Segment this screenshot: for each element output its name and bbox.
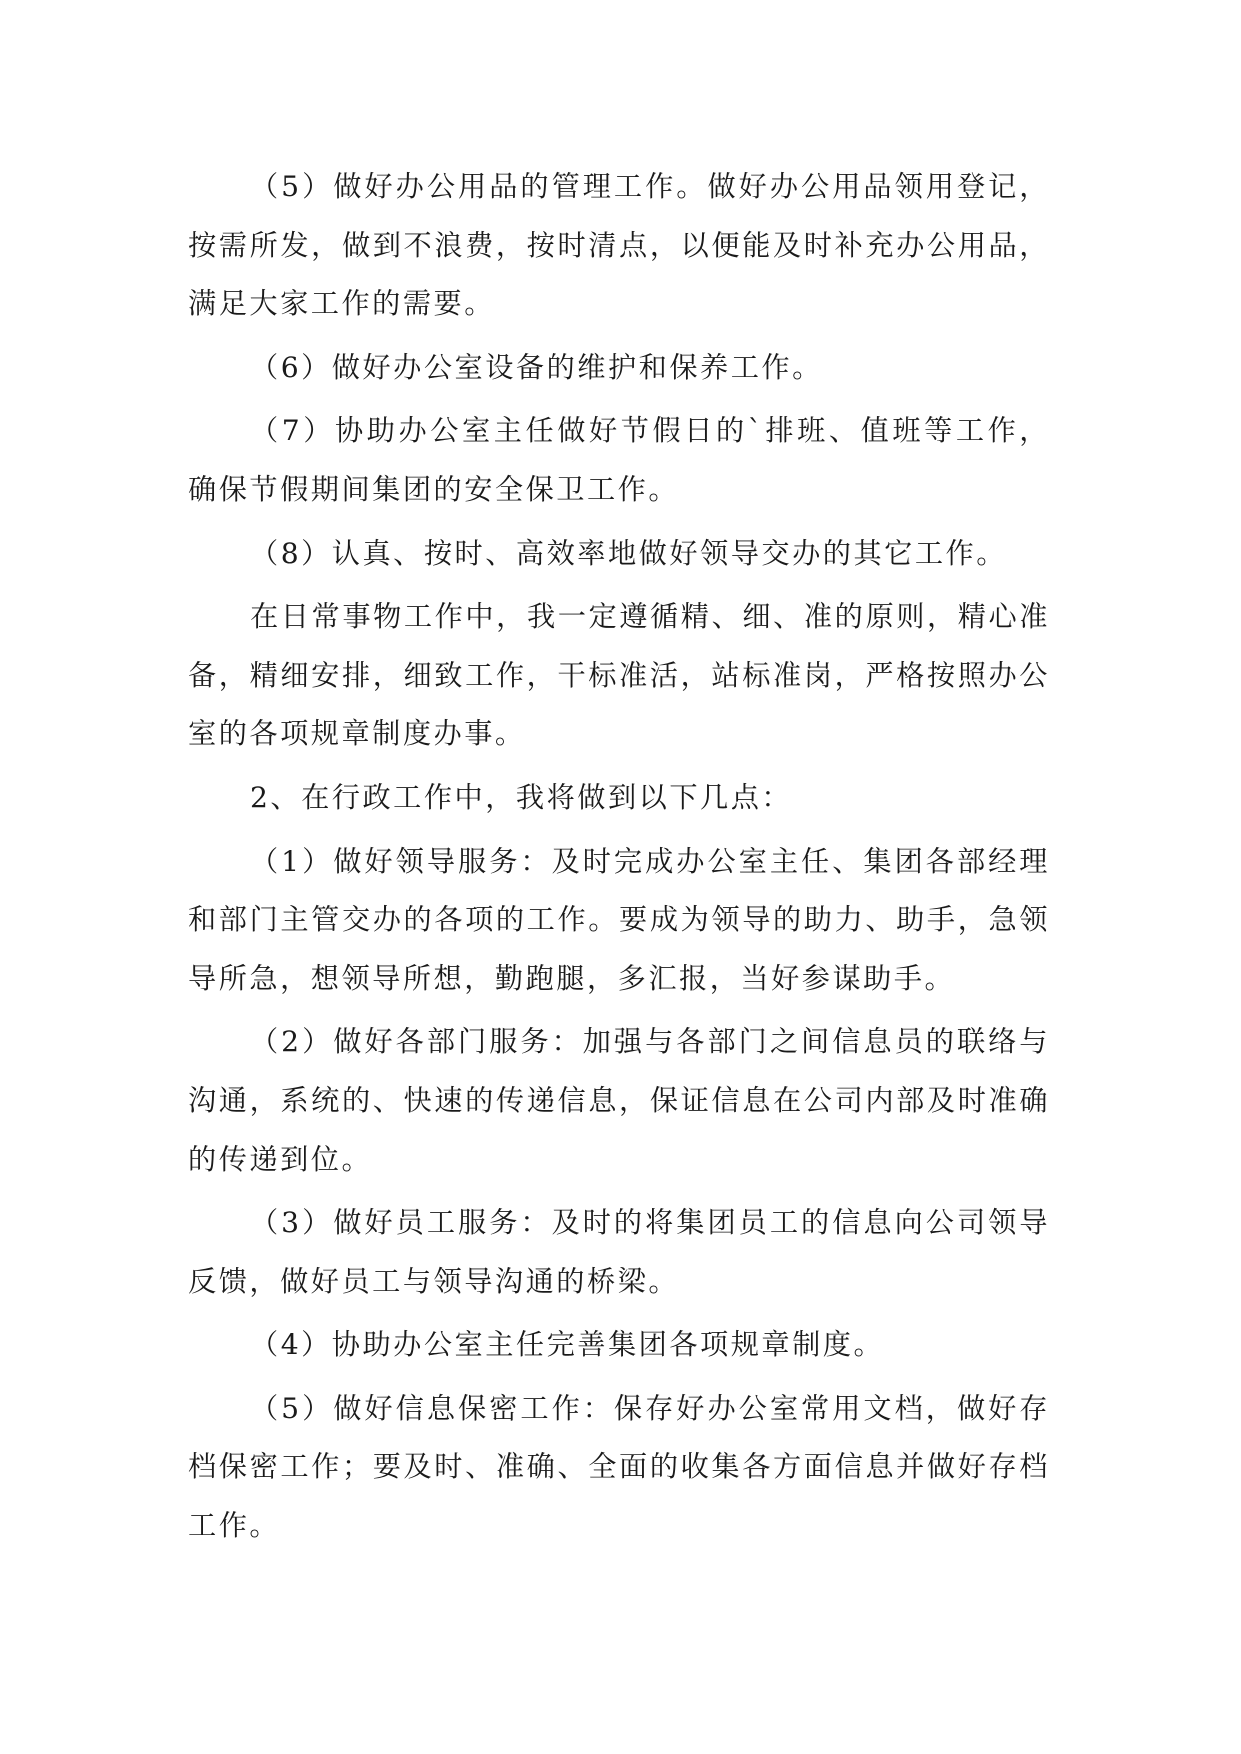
paragraph-assigned-work: （8）认真、按时、高效率地做好领导交办的其它工作。: [250, 536, 1007, 570]
paragraph-staff-service: （3）做好员工服务：及时的将集团员工的信息向公司领导反馈，做好员工与领导沟通的桥梁。: [188, 1206, 1050, 1298]
paragraph-equipment-maintenance: （6）做好办公室设备的维护和保养工作。: [250, 350, 823, 384]
paragraph-admin-heading: 2、在行政工作中，我将做到以下几点：: [250, 780, 793, 814]
paragraph-confidentiality: （5）做好信息保密工作：保存好办公室常用文档，做好存档保密工作；要及时、准确、全面的收集各方面信息并做好存档工作。: [188, 1391, 1050, 1543]
paragraph-rules-improvement: （4）协助办公室主任完善集团各项规章制度。: [250, 1328, 885, 1362]
paragraph-department-service: （2）做好各部门服务：加强与各部门之间信息员的联络与沟通，系统的、快速的传递信息，保证信息在公司内部及时准确的传递到位。: [188, 1025, 1050, 1176]
paragraph-daily-affairs: 在日常事物工作中，我一定遵循精、细、准的原则，精心准备，精细安排，细致工作，干标准活，站标准岗，严格按照办公室的各项规章制度办事。: [188, 600, 1050, 751]
paragraph-leader-service: （1）做好领导服务：及时完成办公室主任、集团各部经理和部门主管交办的各项的工作。要成为领导的助力、助手，急领导所急，想领导所想，勤跑腿，多汇报，当好参谋助手。: [188, 844, 1050, 995]
paragraph-holiday-duty: （7）协助办公室主任做好节假日的`排班、值班等工作，确保节假期间集团的安全保卫工作。: [188, 414, 1050, 506]
paragraph-office-supplies: （5）做好办公用品的管理工作。做好办公用品领用登记，按需所发，做到不浪费，按时清点，以便能及时补充办公用品，满足大家工作的需要。: [188, 170, 1050, 321]
document-body: [188, 158, 1050, 1556]
